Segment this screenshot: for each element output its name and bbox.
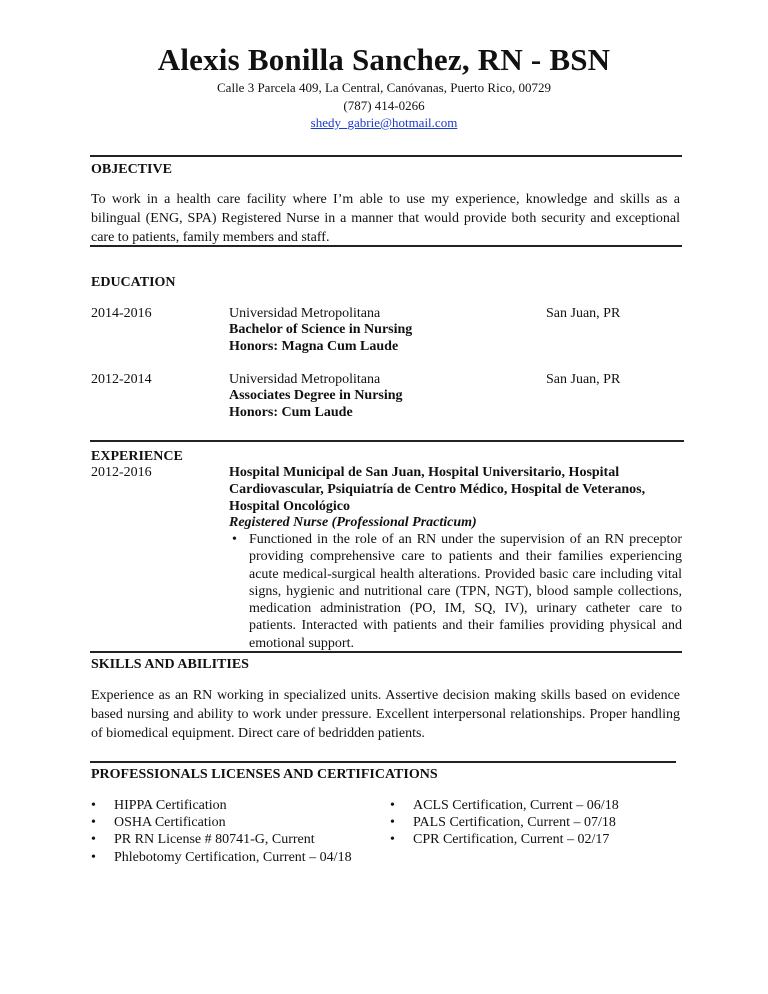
list-item: • PR RN License # 80741-G, Current [91, 831, 352, 848]
phone: (787) 414-0266 [343, 98, 425, 113]
licenses-list-left [91, 797, 352, 866]
education-honors: Honors: Cum Laude [229, 405, 353, 420]
education-years: 2012-2014 [91, 372, 152, 387]
experience-role: Registered Nurse (Professional Practicum) [229, 515, 477, 530]
objective-heading: OBJECTIVE [91, 162, 172, 177]
section-divider [90, 245, 682, 247]
list-item: • CPR Certification, Current – 02/17 [390, 831, 619, 848]
section-divider [90, 155, 682, 157]
email-link[interactable]: shedy_gabrie@hotmail.com [310, 115, 458, 130]
list-item: • PALS Certification, Current – 07/18 [390, 814, 619, 831]
objective-text: To work in a health care facility where I’m able to use my experience, knowledge and skills as a bilingual (ENG, SPA) Registered Nurse in a manner that would provide both security and exceptional care to patients, family members and staff. [91, 192, 680, 245]
experience-heading: EXPERIENCE [91, 449, 183, 464]
list-item: • HIPPA Certification [91, 797, 352, 814]
section-divider [90, 440, 684, 442]
resume-name: Alexis Bonilla Sanchez, RN - BSN [157, 42, 611, 77]
list-item: • ACLS Certification, Current – 06/18 [390, 797, 619, 814]
address: Calle 3 Parcela 409, La Central, Canóvanas, Puerto Rico, 00729 [217, 80, 551, 95]
skills-heading: SKILLS AND ABILITIES [91, 657, 249, 672]
experience-duties [229, 531, 682, 652]
list-item: • OSHA Certification [91, 814, 352, 831]
skills-text: Experience as an RN working in specialized units. Assertive decision making skills based on evidence based nursing and ability to work under pressure. Excellent interpersonal relationships. Proper handling of biomedical equipment. Direct care of bedridden patients. [91, 688, 680, 741]
experience-organization: Cardiovascular, Psiquiatría de Centro Médico, Hospital de Veteranos, [229, 482, 646, 497]
experience-organization: Hospital Oncológico [229, 499, 350, 514]
list-item: • Phlebotomy Certification, Current – 04/18 [91, 849, 352, 866]
education-heading: EDUCATION [91, 275, 176, 290]
education-degree: Associates Degree in Nursing [229, 388, 403, 403]
education-honors: Honors: Magna Cum Laude [229, 339, 399, 354]
education-school: Universidad Metropolitana [229, 372, 381, 387]
education-degree: Bachelor of Science in Nursing [229, 322, 413, 337]
education-location: San Juan, PR [546, 372, 621, 387]
list-item: • Functioned in the role of an RN under the supervision of an RN preceptor providing comprehensive care to patients and their families experiencing acute medical-surgical health alterations. Provided basic care including vital signs, hygienic and nutritional care (TPN, NGT), blood sample collections, medication administration (PO, IM, SQ, IV), urinary catheter care to patients. Interacted with patients and their families providing physical and emotional support. [229, 531, 682, 652]
experience-years: 2012-2016 [91, 465, 152, 480]
section-divider [90, 761, 676, 763]
education-location: San Juan, PR [546, 306, 621, 321]
licenses-list-right [390, 797, 619, 849]
licenses-heading: PROFESSIONALS LICENSES AND CERTIFICATIONS [91, 767, 438, 782]
education-school: Universidad Metropolitana [229, 306, 381, 321]
education-years: 2014-2016 [91, 306, 152, 321]
section-divider [90, 651, 682, 653]
experience-organization: Hospital Municipal de San Juan, Hospital Universitario, Hospital [229, 465, 620, 480]
